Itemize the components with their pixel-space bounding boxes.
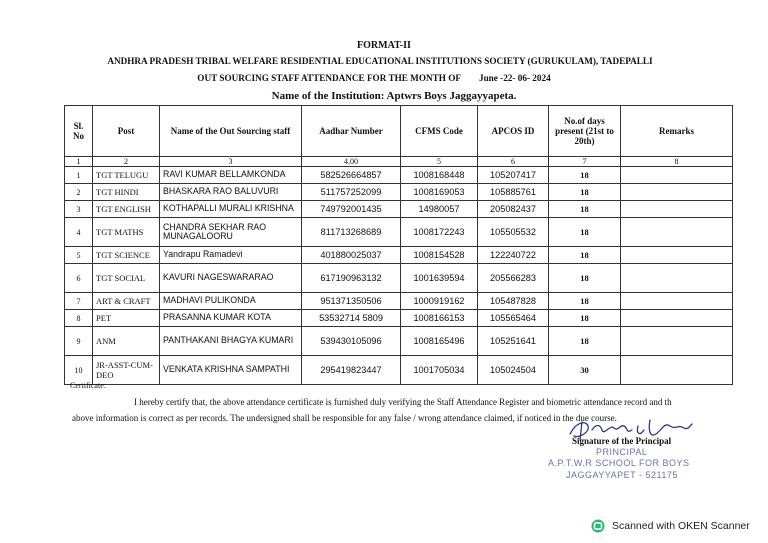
cell-aadhar: 511757252099: [302, 184, 401, 201]
table-row: [65, 167, 733, 184]
cell-days: 18: [549, 218, 621, 247]
header-apcos: APCOS ID: [478, 106, 549, 157]
table-row: [65, 327, 733, 356]
cell-cfms: 1008169053: [401, 184, 478, 201]
cell-cfms: 1001639594: [401, 264, 478, 293]
cell-post: TGT HINDI: [93, 184, 160, 201]
cell-cfms: 14980057: [401, 201, 478, 218]
cell-name: PANTHAKANI BHAGYA KUMARI: [160, 327, 302, 356]
cell-name: CHANDRA SEKHAR RAO MUNAGALOORU: [160, 218, 302, 247]
cell-cfms: 1008166153: [401, 310, 478, 327]
month-line: [0, 73, 758, 83]
cell-sl: 2: [65, 184, 93, 201]
column-number: 7: [549, 157, 621, 167]
cell-cfms: 1000919162: [401, 293, 478, 310]
column-number: 3: [160, 157, 302, 167]
cell-post: TGT SOCIAL: [93, 264, 160, 293]
oken-scanner-logo-icon: [591, 519, 605, 533]
cell-apcos: 105885761: [478, 184, 549, 201]
cell-apcos: 105487828: [478, 293, 549, 310]
cell-remarks: [621, 310, 733, 327]
cell-aadhar: 401880025037: [302, 247, 401, 264]
cell-days: 18: [549, 184, 621, 201]
month-value: June -22- 06- 2024: [478, 73, 551, 83]
cell-name: Yandrapu Ramadevi: [160, 247, 302, 264]
table-header-row: [65, 106, 733, 157]
cell-remarks: [621, 356, 733, 385]
cell-sl: 3: [65, 201, 93, 218]
cell-days: 18: [549, 310, 621, 327]
institution-name: Name of the Institution: Aptwrs Boys Jaggayyapeta.: [271, 90, 517, 102]
header-cfms: CFMS Code: [401, 106, 478, 157]
cell-apcos: 105505532: [478, 218, 549, 247]
cell-sl: 10: [65, 356, 93, 385]
cell-remarks: [621, 247, 733, 264]
cell-aadhar: 582526664857: [302, 167, 401, 184]
cell-post: TGT ENGLISH: [93, 201, 160, 218]
scanner-text: Scanned with OKEN Scanner: [612, 520, 750, 532]
cell-apcos: 205566283: [478, 264, 549, 293]
cell-apcos: 122240722: [478, 247, 549, 264]
table-row: [65, 264, 733, 293]
signature-label: Signature of the Principal: [572, 436, 672, 446]
table-row: [65, 310, 733, 327]
column-number: 8: [621, 157, 733, 167]
stamp-line-address: JAGGAYYAPET - 521175: [566, 470, 678, 480]
cell-aadhar: 539430105096: [302, 327, 401, 356]
certificate-label: Certificate:: [70, 381, 106, 390]
cell-aadhar: 951371350506: [302, 293, 401, 310]
column-number: 5: [401, 157, 478, 167]
cell-cfms: 1008172243: [401, 218, 478, 247]
cell-aadhar: 53532714 5809: [302, 310, 401, 327]
format-title: FORMAT-II: [357, 40, 411, 51]
cell-days: 18: [549, 293, 621, 310]
cell-apcos: 105251641: [478, 327, 549, 356]
table-row: [65, 247, 733, 264]
table-row: [65, 218, 733, 247]
cell-days: 18: [549, 247, 621, 264]
cell-post: TGT MATHS: [93, 218, 160, 247]
cell-name: RAVI KUMAR BELLAMKONDA: [160, 167, 302, 184]
column-number: 6: [478, 157, 549, 167]
cell-sl: 7: [65, 293, 93, 310]
header-days-present: No.of days present (21st to 20th): [549, 106, 621, 157]
header-staff-name: Name of the Out Sourcing staff: [160, 106, 302, 157]
cell-post: PET: [93, 310, 160, 327]
cell-remarks: [621, 293, 733, 310]
cell-name: PRASANNA KUMAR KOTA: [160, 310, 302, 327]
cell-sl: 4: [65, 218, 93, 247]
cell-cfms: 1008154528: [401, 247, 478, 264]
cell-aadhar: 295419823447: [302, 356, 401, 385]
header-post: Post: [93, 106, 160, 157]
table-row: [65, 293, 733, 310]
cell-aadhar: 617190963132: [302, 264, 401, 293]
cell-cfms: 1008165496: [401, 327, 478, 356]
cell-post: TGT SCIENCE: [93, 247, 160, 264]
cell-days: 30: [549, 356, 621, 385]
cell-post: JR-ASST-CUM-DEO: [93, 356, 160, 385]
cell-apcos: 105207417: [478, 167, 549, 184]
cell-aadhar: 811713268689: [302, 218, 401, 247]
cell-name: KOTHAPALLI MURALI KRISHNA: [160, 201, 302, 218]
column-number: 2: [93, 157, 160, 167]
scanner-watermark: [591, 519, 750, 533]
society-title: ANDHRA PRADESH TRIBAL WELFARE RESIDENTIAL EDUCATIONAL INSTITUTIONS SOCIETY (GURUKULAM), TADEPALLI: [107, 56, 653, 66]
certificate-line-1: I hereby certify that, the above attendance certificate is furnished duly verifying the Staff Attendance Register and biometric attendance record and th: [134, 397, 672, 407]
header-sl-no: Sl. No: [65, 106, 93, 157]
attendance-table: [64, 105, 733, 385]
cell-aadhar: 749792001435: [302, 201, 401, 218]
certificate-line-2: above information is correct as per records. The undersigned shall be responsible for any false / wrong attendance claimed, if noticed in the due course.: [72, 413, 617, 423]
cell-apcos: 105565464: [478, 310, 549, 327]
cell-remarks: [621, 218, 733, 247]
cell-remarks: [621, 167, 733, 184]
cell-cfms: 1008168448: [401, 167, 478, 184]
header-aadhar: Aadhar Number: [302, 106, 401, 157]
column-number: 4.00: [302, 157, 401, 167]
cell-apcos: 105024504: [478, 356, 549, 385]
month-label: OUT SOURCING STAFF ATTENDANCE FOR THE MONTH OF: [197, 73, 461, 83]
cell-days: 18: [549, 201, 621, 218]
cell-remarks: [621, 264, 733, 293]
cell-remarks: [621, 184, 733, 201]
cell-post: ANM: [93, 327, 160, 356]
cell-name: VENKATA KRISHNA SAMPATHI: [160, 356, 302, 385]
cell-post: ART & CRAFT: [93, 293, 160, 310]
header-remarks: Remarks: [621, 106, 733, 157]
stamp-line-principal: PRINCIPAL: [596, 447, 648, 457]
table-row: [65, 201, 733, 218]
stamp-line-school: A.P.T.W.R SCHOOL FOR BOYS: [548, 458, 690, 468]
cell-days: 18: [549, 327, 621, 356]
cell-days: 18: [549, 264, 621, 293]
cell-sl: 1: [65, 167, 93, 184]
cell-post: TGT TELUGU: [93, 167, 160, 184]
cell-name: BHASKARA RAO BALUVURI: [160, 184, 302, 201]
cell-remarks: [621, 201, 733, 218]
column-number-row: [65, 157, 733, 167]
cell-sl: 8: [65, 310, 93, 327]
cell-sl: 9: [65, 327, 93, 356]
cell-name: MADHAVI PULIKONDA: [160, 293, 302, 310]
cell-sl: 5: [65, 247, 93, 264]
cell-cfms: 1001705034: [401, 356, 478, 385]
cell-apcos: 205082437: [478, 201, 549, 218]
cell-remarks: [621, 327, 733, 356]
cell-days: 18: [549, 167, 621, 184]
cell-sl: 6: [65, 264, 93, 293]
column-number: 1: [65, 157, 93, 167]
cell-name: KAVURI NAGESWARARAO: [160, 264, 302, 293]
table-row: [65, 184, 733, 201]
table-row: [65, 356, 733, 385]
